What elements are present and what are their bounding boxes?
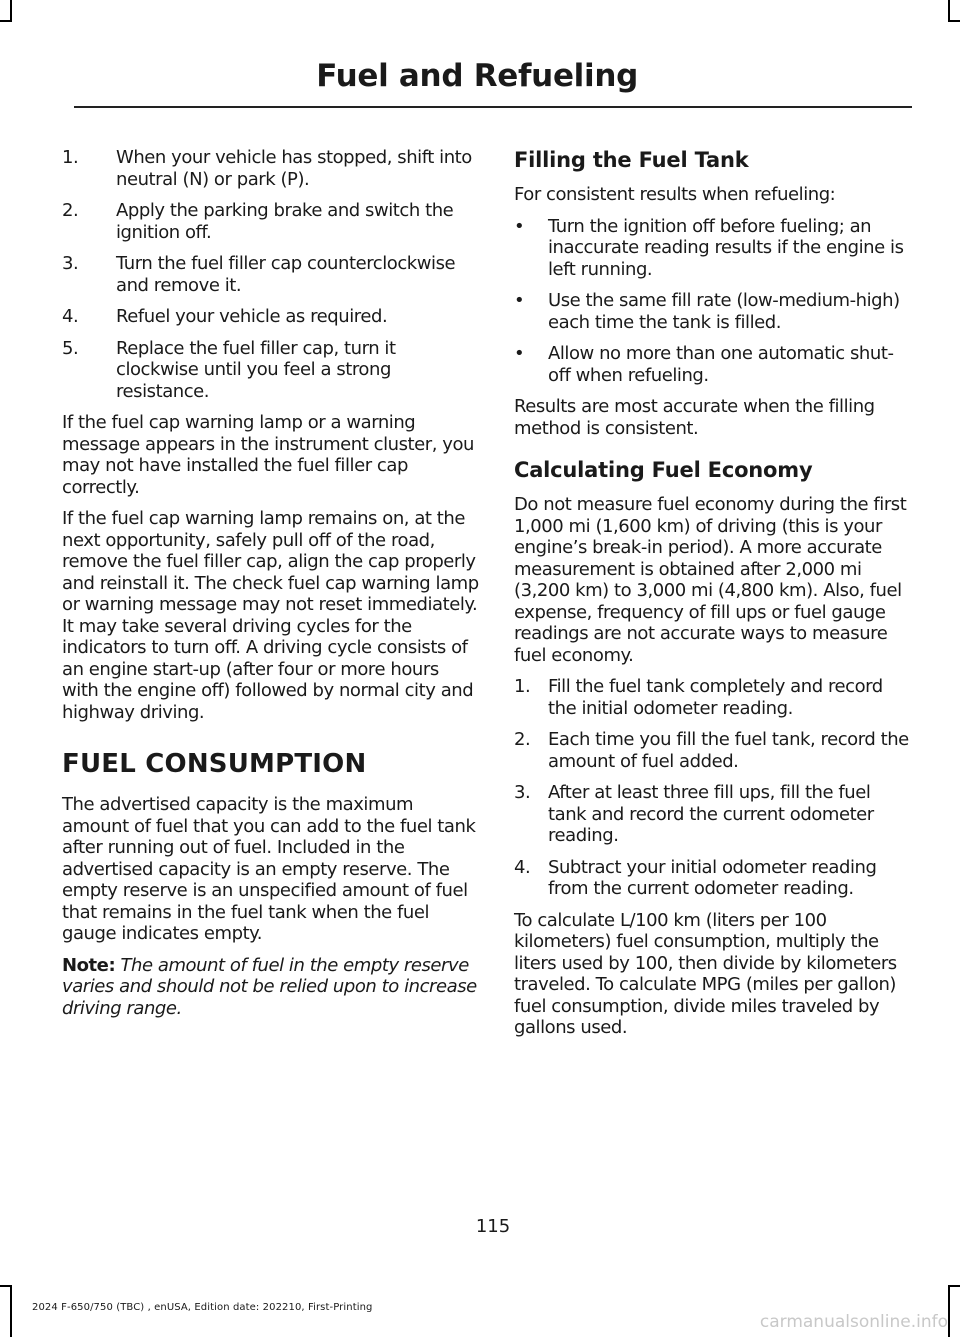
advertised-capacity-paragraph: The advertised capacity is the maximum amount of fuel that you can add to the fuel tank after running out of fuel. Included in the advertised capacity is an empty reserve. The empty reserve is an unspecified amount of fuel that remains in the fuel tank when the fuel gauge indicates empty. xyxy=(62,794,476,944)
list-item xyxy=(514,782,912,847)
list-item xyxy=(514,857,912,900)
step-text: Replace the fuel filler cap, turn it clockwise until you feel a strong resistance. xyxy=(116,337,396,402)
list-item xyxy=(514,343,912,386)
warning-lamp-paragraph: If the fuel cap warning lamp or a warning message appears in the instrument cluster, you may not have installed the fuel filler cap correctly. xyxy=(62,412,474,498)
step-text: Subtract your initial odometer reading from the current odometer reading. xyxy=(548,856,877,899)
step-text: When your vehicle has stopped, shift into neutral (N) or park (P). xyxy=(116,147,472,190)
list-item xyxy=(514,216,912,281)
bullet-marker: • xyxy=(514,215,525,237)
footer-edition-info: 2024 F-650/750 (TBC) , enUSA, Edition date: 202210, First-Printing xyxy=(32,1302,373,1313)
step-number: 4. xyxy=(514,856,531,878)
step-number: 2. xyxy=(62,200,79,221)
bullet-marker: • xyxy=(514,290,525,311)
refueling-bullets-list xyxy=(514,216,912,387)
step-number: 1. xyxy=(62,147,79,168)
step-number: 2. xyxy=(514,729,531,750)
refuel-steps-list xyxy=(62,147,480,402)
subheading-filling-fuel-tank: Filling the Fuel Tank xyxy=(514,148,749,172)
step-text: Each time you fill the fuel tank, record the amount of fuel added. xyxy=(548,729,909,772)
step-number: 4. xyxy=(62,306,79,327)
section-heading-fuel-consumption: FUEL CONSUMPTION xyxy=(62,749,367,779)
list-item xyxy=(514,729,912,772)
note-paragraph xyxy=(62,955,480,1020)
crop-mark-bottom-right-h xyxy=(948,1285,960,1287)
consistent-results-intro: For consistent results when refueling: xyxy=(514,184,836,205)
step-number: 5. xyxy=(62,337,79,359)
list-item xyxy=(62,253,480,296)
list-item xyxy=(514,290,912,333)
crop-mark-top-left xyxy=(10,0,12,22)
subheading-calculating-fuel-economy: Calculating Fuel Economy xyxy=(514,458,813,482)
filling-method-paragraph: Results are most accurate when the filling method is consistent. xyxy=(514,396,875,439)
step-text: Turn the fuel filler cap counterclockwise and remove it. xyxy=(116,253,456,296)
calculation-paragraph: To calculate L/100 km (liters per 100 kilometers) fuel consumption, multiply the liters used by 100, then divide by kilometers traveled. To calculate MPG (miles per gallon) fuel consumption, divide miles traveled by gallons used. xyxy=(514,909,897,1038)
crop-mark-bottom-right xyxy=(948,1285,950,1337)
note-text: The amount of fuel in the empty reserve varies and should not be relied upon to increase driving range. xyxy=(62,954,477,1019)
crop-mark-top-right-h xyxy=(948,20,960,22)
right-column xyxy=(514,147,912,1049)
step-text: Fill the fuel tank completely and record the initial odometer reading. xyxy=(548,676,883,719)
left-column xyxy=(62,147,480,1029)
break-in-paragraph: Do not measure fuel economy during the first 1,000 mi (1,600 km) of driving (this is your engine’s break-in period). A more accurate measurement is obtained after 2,000 mi (3,200 km) to 3,000 mi (4,800 km). Also, fuel expense, frequency of fill ups or fuel gauge readings are not accurate ways to measure fuel economy. xyxy=(514,494,907,666)
step-number: 3. xyxy=(62,253,79,274)
page-number: 115 xyxy=(475,1216,511,1237)
list-item xyxy=(62,306,480,328)
crop-mark-top-right xyxy=(948,0,950,22)
step-number: 3. xyxy=(514,782,531,803)
crop-mark-bottom-left-h xyxy=(0,1285,12,1287)
bullet-text: Allow no more than one automatic shut-off when refueling. xyxy=(548,343,894,386)
warning-lamp-remains-paragraph: If the fuel cap warning lamp remains on, at the next opportunity, safely pull off of the road, remove the fuel filler cap, align the cap properly and reinstall it. The check fuel cap warning lamp or warning message may not reset immediately. It may take several driving cycles for the indicators to turn off. A driving cycle consists of an engine start-up (after four or more hours with the engine off) followed by normal city and highway driving. xyxy=(62,508,479,723)
step-text: Refuel your vehicle as required. xyxy=(116,306,388,327)
list-item xyxy=(62,200,480,243)
list-item xyxy=(62,338,480,403)
step-text: Apply the parking brake and switch the ignition off. xyxy=(116,200,454,243)
step-text: After at least three fill ups, fill the fuel tank and record the current odometer reading. xyxy=(548,782,874,846)
header-rule xyxy=(74,106,912,108)
note-label: Note: xyxy=(62,954,116,976)
page-header-title: Fuel and Refueling xyxy=(316,58,638,94)
bullet-text: Turn the ignition off before fueling; an inaccurate reading results if the engine is left running. xyxy=(548,215,904,280)
bullet-text: Use the same fill rate (low-medium-high) each time the tank is filled. xyxy=(548,290,900,333)
list-item xyxy=(62,147,480,190)
fuel-economy-steps-list xyxy=(514,676,912,900)
crop-mark-top-left-h xyxy=(0,20,12,22)
bullet-marker: • xyxy=(514,343,525,364)
list-item xyxy=(514,676,912,719)
crop-mark-bottom-left xyxy=(10,1285,12,1337)
step-number: 1. xyxy=(514,676,531,697)
watermark: carmanualsonline.info xyxy=(759,1312,948,1332)
